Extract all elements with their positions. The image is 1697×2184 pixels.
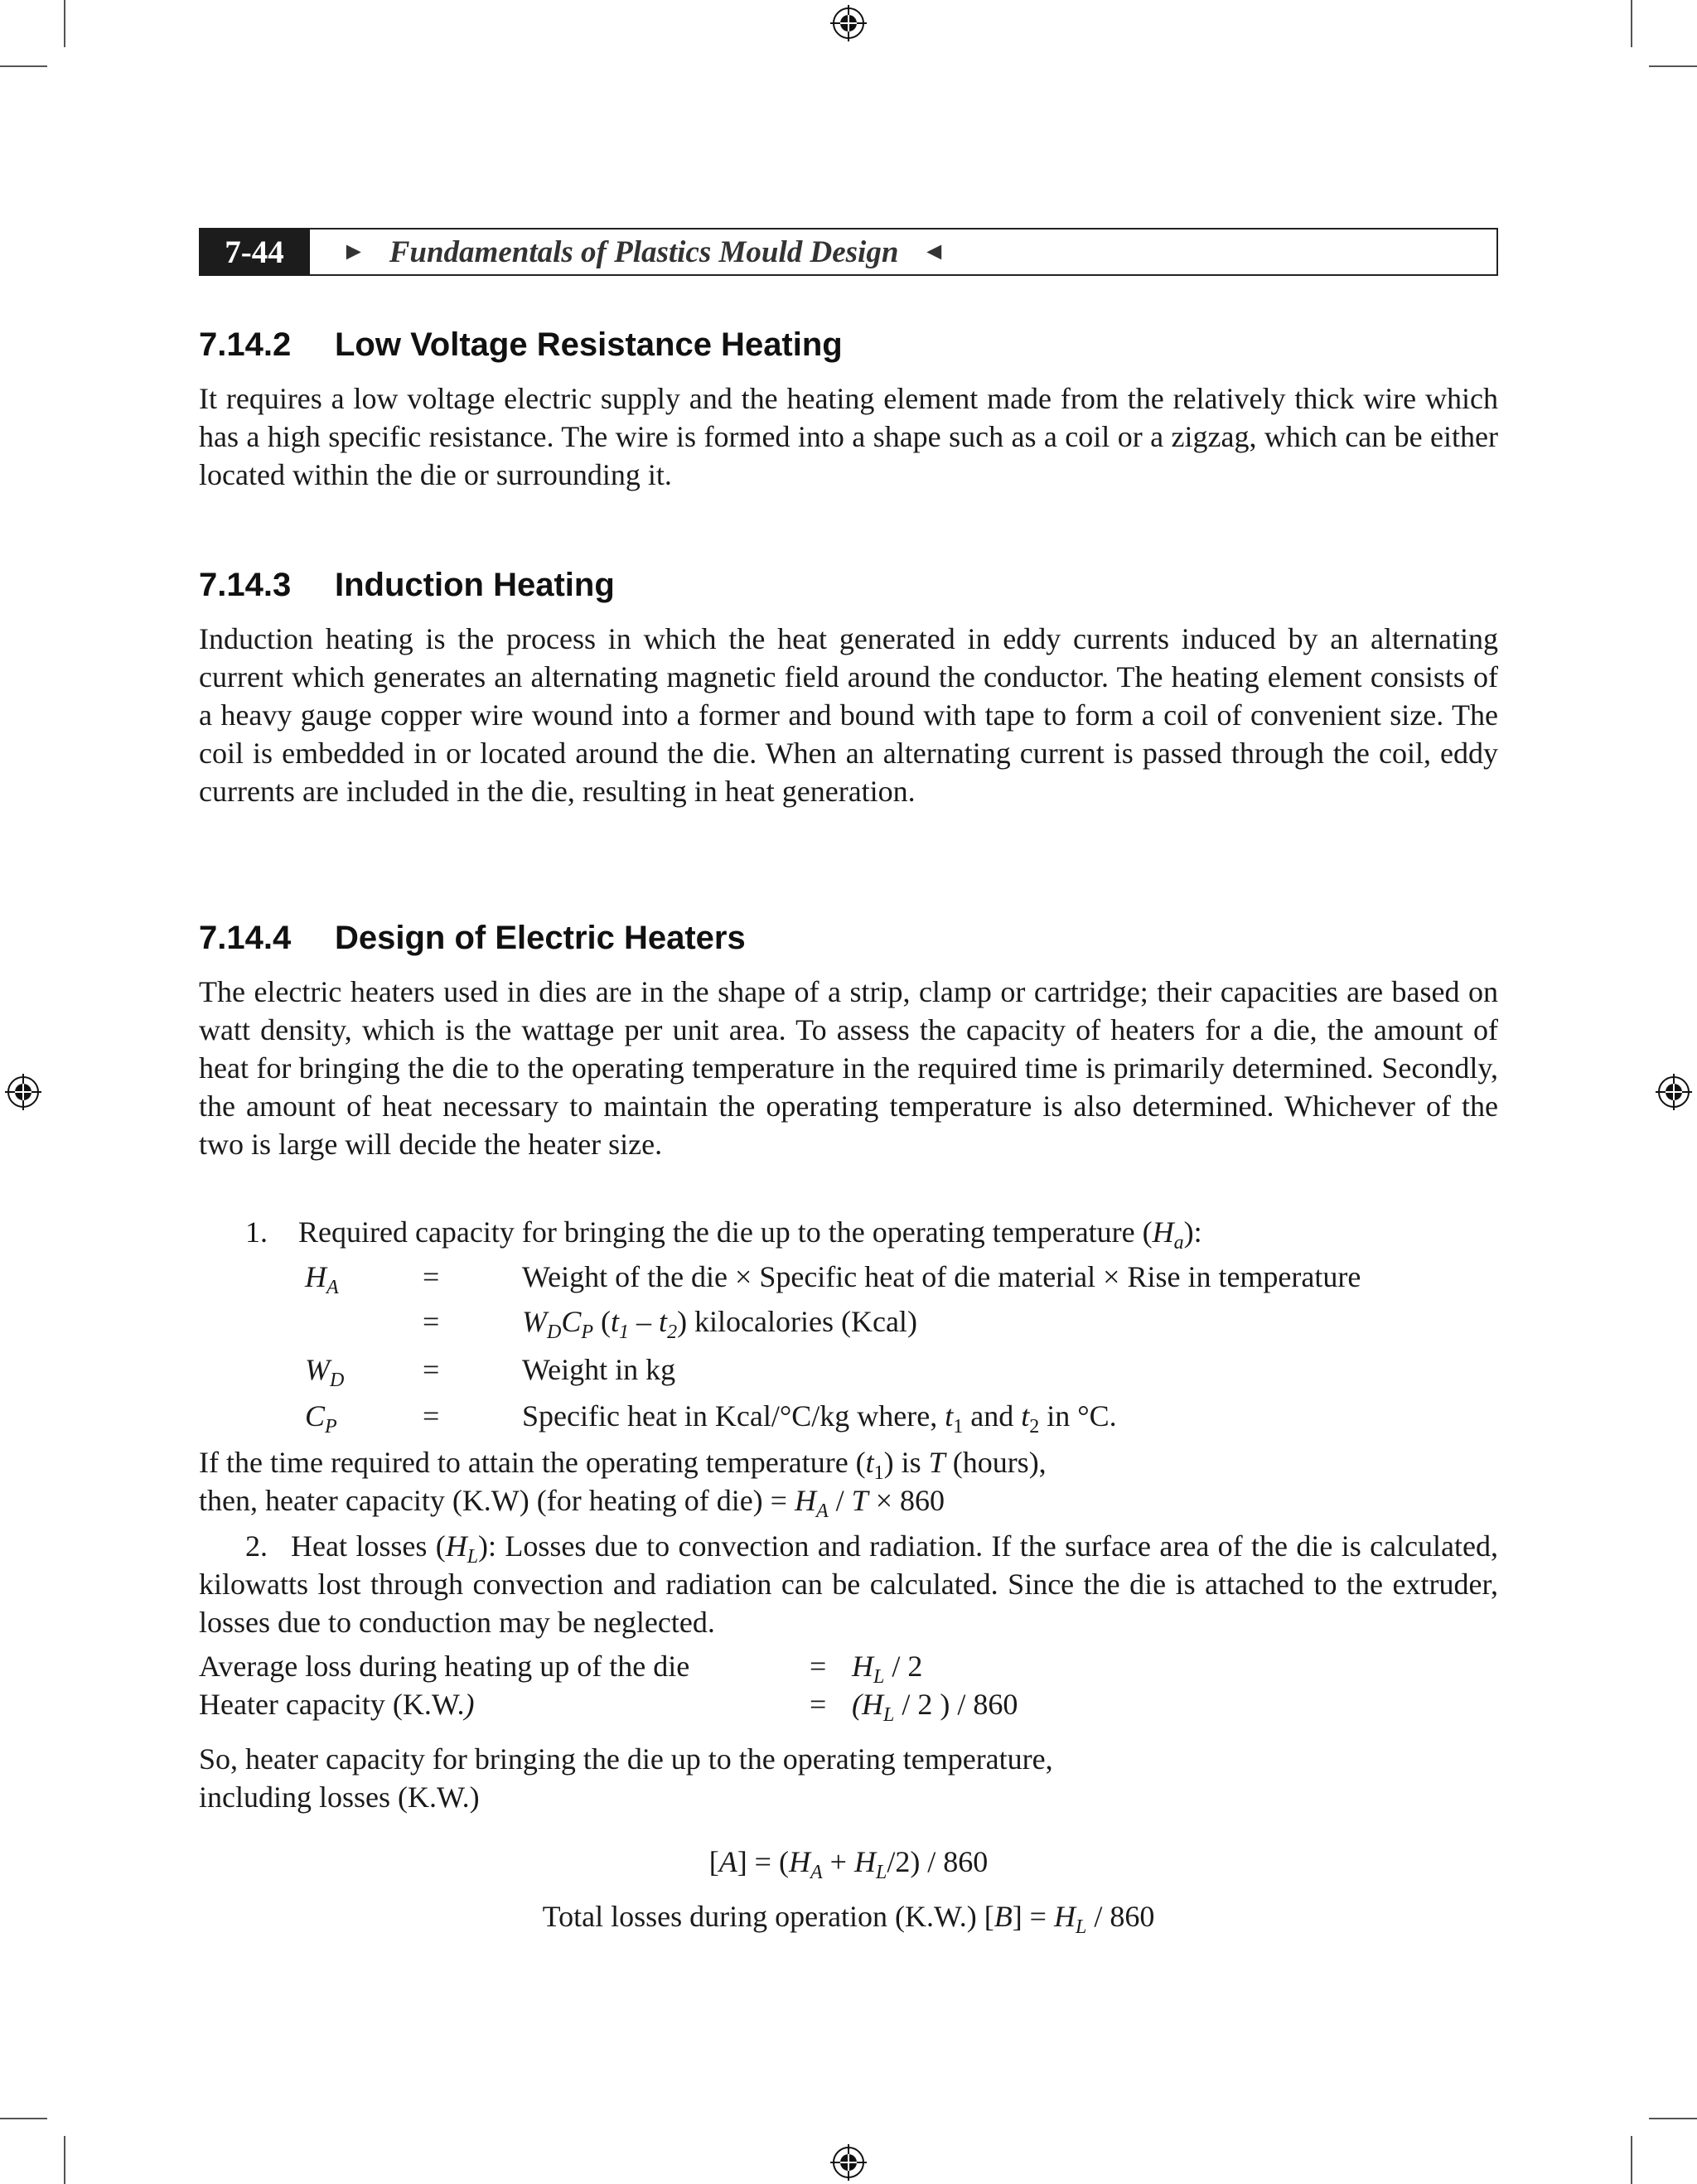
eq-equals: =	[423, 1353, 440, 1386]
eq-rhs: ($H_L / 2$ ) / 860	[852, 1688, 1018, 1726]
registration-mark-icon	[830, 5, 867, 41]
crop-mark	[1631, 0, 1632, 47]
eq-rhs: $W_DC_P$ $(t_1 - t_2)$ kilocalories (Kcal)	[522, 1305, 917, 1343]
eq-symbol: $C_P$	[305, 1399, 337, 1437]
section-number: 7.14.4	[199, 920, 292, 956]
list-item-1	[245, 1213, 1202, 1254]
section-7-14-3	[199, 563, 1498, 810]
section-7-14-2	[199, 323, 1498, 494]
eq-rhs: $H_L / 2$	[852, 1650, 923, 1688]
summary-line-1: So, heater capacity for bringing the die up to the operating temperature,	[199, 1742, 1053, 1776]
page-number: 7-44	[199, 228, 310, 276]
list-item-2	[199, 1527, 1498, 1641]
eq-equals: =	[423, 1260, 440, 1293]
heater-capacity-row	[199, 1685, 1498, 1726]
eq-equals: =	[423, 1305, 440, 1338]
formula-a: $[A] = (H_A + H_L/2) / 860$	[708, 1845, 989, 1883]
eq-rhs: Weight of the die × Specific heat of die material × Rise in temperature	[522, 1260, 1361, 1293]
average-loss-row	[199, 1647, 1498, 1688]
formula-b: Total losses during operation (K.W.) $[B] = H_L / 860$	[542, 1900, 1155, 1938]
running-header	[199, 228, 1498, 276]
section-heading	[199, 563, 1498, 606]
triangle-left-icon: ◄	[921, 238, 947, 265]
list-text: 2. Heat losses $(H_L)$: Losses due to convection and radiation. If the surface area of the die is calculated, kilowatts lost through convection and radiation can be calculated. Since the die is attached to the extruder, losses due to conduction may be neglected.	[199, 1529, 1498, 1639]
triangle-right-icon: ►	[341, 238, 366, 265]
summary-line-2: including losses (K.W.)	[199, 1781, 480, 1814]
registration-mark-icon	[1656, 1074, 1692, 1110]
section-number: 7.14.3	[199, 567, 292, 603]
section-body: Induction heating is the process in which the heat generated in eddy currents induced by an alternating current which generates an alternating magnetic field around the conductor. The heating element consists of a heavy gauge copper wire wound into a former and bound with tape to form a coil of convenient size. The coil is embedded in or located around the die. When an alternating current is passed through the coil, eddy currents are included in the die, resulting in heat generation.	[199, 622, 1498, 808]
crop-mark	[1631, 2136, 1632, 2184]
crop-mark	[64, 0, 65, 47]
book-title: Fundamentals of Plastics Mould Design	[389, 234, 899, 269]
crop-mark	[0, 2118, 47, 2119]
crop-mark	[1649, 2118, 1697, 2119]
time-line-2: then, heater capacity (K.W) (for heating of $die) = H_A / T \times 860$	[199, 1484, 945, 1522]
section-7-14-4	[199, 916, 1498, 1163]
section-title: Induction Heating	[335, 567, 615, 603]
section-heading	[199, 323, 1498, 366]
registration-mark-icon	[830, 2144, 867, 2181]
section-body: It requires a low voltage electric supply and the heating element made from the relatively thick wire which has a high specific resistance. The wire is formed into a shape such as a coil or a zigzag, which can be either located within the die or surrounding it.	[199, 382, 1498, 491]
time-line-1: If the time required to attain the operating temperature $(t_1)$ is T (hours),	[199, 1446, 1047, 1484]
eq-equals: =	[810, 1688, 827, 1721]
section-body: The electric heaters used in dies are in the shape of a strip, clamp or cartridge; their capacities are based on watt density, which is the wattage per unit area. To assess the capacity of heaters for a die, the amount of heat for bringing the die to the operating temperature in the required time is primarily determined. Secondly, the amount of heat necessary to maintain the operating temperature is also determined. Whichever of the two is large will decide the heater size.	[199, 975, 1498, 1161]
eq-symbol: $H_A$	[305, 1260, 339, 1298]
section-number: 7.14.2	[199, 326, 292, 363]
running-title-row	[341, 230, 946, 274]
eq-equals: =	[423, 1399, 440, 1433]
eq-rhs: Weight in kg	[522, 1353, 676, 1386]
average-loss-label: Average loss during heating up of the die	[199, 1650, 690, 1683]
section-title: Design of Electric Heaters	[335, 920, 746, 956]
section-heading	[199, 916, 1498, 959]
section-title: Low Voltage Resistance Heating	[335, 326, 843, 363]
list-text: Required capacity for bringing the die up to the operating temperature $(H_a)$:	[298, 1215, 1202, 1254]
eq-rhs: Specific heat in Kcal/°C/kg where, $t_1$ and $t_2$ in °C.	[522, 1399, 1117, 1437]
registration-mark-icon	[5, 1074, 41, 1110]
eq-equals: =	[810, 1650, 827, 1683]
crop-mark	[1649, 65, 1697, 67]
heater-capacity-label: Heater capacity (K.W.)	[199, 1688, 475, 1721]
crop-mark	[0, 65, 47, 67]
crop-mark	[64, 2136, 65, 2184]
list-number: 1.	[245, 1215, 268, 1249]
eq-symbol: $W_D$	[305, 1353, 345, 1391]
